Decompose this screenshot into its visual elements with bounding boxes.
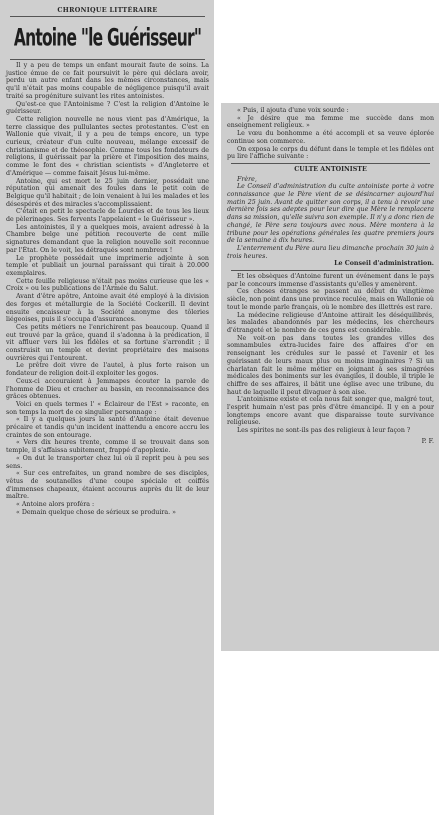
divider xyxy=(10,16,205,17)
paragraph: C'était en petit le spectacle de Lourdes et de tous les lieux de pèlerinages. Ses fervents l'appelaient « le Guérisseur ». xyxy=(6,208,209,224)
paragraph: Le prêtre doit vivre de l'autel, à plus forte raison un fondateur de religion doit-il exploiter les gogos. xyxy=(6,362,209,378)
paragraph: Ces petits métiers ne l'enrichirent pas beaucoup. Quand il eut trouvé par la grâce, quand il s'adonna à la prédication, il vit affluer vers lui les fidèles et sa fortune s'arrondit ; il construisit un temple et devint propriétaire des maisons ouvrières qui l'entourent. xyxy=(6,323,209,362)
paragraph: Il y a peu de temps un enfant mourait faute de soins. La justice émue de ce fait poursuivit le père qui déclara avoir, perdu un autre enfant dans les mêmes circonstances, mais qu'il n'était pas moins coupable de négligence puisqu'il avait traité sa progéniture suivant les rites antoinistes. xyxy=(6,62,209,100)
article-column-2 xyxy=(221,103,439,651)
paragraph: Le vœu du bonhomme a été accompli et sa veuve éplorée continue son commerce. xyxy=(227,130,434,145)
paragraph: Antoine, qui est mort le 25 juin dernier, possédait une réputation qui amenait des foules dans le petit coin de Belgique qu'il habitait ; de loin venaient à lui les malades et les désespérés et des miracles s'accomplissaient. xyxy=(6,177,209,208)
paragraph: « Demain quelque chose de sérieux se produira. » xyxy=(16,508,176,516)
paragraph: « Sur ces entrefaites, un grand nombre de ses disciples, vêtus de soutanelles d'une coupe spéciale et coiffés d'immenses chapeaux, étaient accourus auprès du lit de leur maître. xyxy=(6,470,209,501)
paragraph: « Il y a quelques jours la santé d'Antoine était devenue précaire et tandis qu'un incident inattendu a encore accru les craintes de son entourage. xyxy=(6,416,209,439)
paragraph: « On dut le transporter chez lui où il reprit peu à peu ses sens. xyxy=(6,454,209,470)
paragraph: « Antoine alors proféra : xyxy=(16,501,95,509)
paragraph: « Je désire que ma femme me succède dans mon enseignement religieux. » xyxy=(227,114,434,130)
paragraph: « Vers dix heures trente, comme il se trouvait dans son temple, il s'affaissa subitement, frappé d'apoplexie. xyxy=(6,439,209,455)
divider xyxy=(10,59,205,60)
paragraph: Cette religion nouvelle ne nous vient pas d'Amérique, la terre classique des pullulantes sectes protestantes. C'est en Wallonie que vivait, il y a peu de temps encore, un type curieux, créateur d'un culte nouveau, mélange excessif de christianisme et de théosophie. Comme tous les fondateurs de religions, il guérissait par la prière et l'imposition des mains, comme le font des « christian scientists » d'Angleterre et d'Amérique — comme faisait Jésus lui-même. xyxy=(6,115,209,177)
notice-salutation: Frère, xyxy=(237,175,257,183)
section-rubric: CHRONIQUE LITTÉRAIRE xyxy=(57,6,158,14)
divider xyxy=(231,163,430,164)
article-headline: Antoine "le Guérisseur" xyxy=(13,24,202,52)
paragraph: Ne voit-on pas dans toutes les grandes villes des somnambules extra-lucides faire des affaires d'or en renseignant les crédules sur le passé et l'avenir et les guérissant de leurs maux plus ou moins imaginaires ? Si un charlatan fait le même métier en joignant à ses simagrées médicales des boniments sur les évangiles, il double, il triple le chiffre de ses affaires, il bâtit une église avec une tribune, du haut de laquelle il peut divaguer à son aise. xyxy=(227,334,434,396)
paragraph: Le prophète possédait une imprimerie adjointe à son temple et publiait un journal paraissant qui tirait à 20.000 exemplaires. xyxy=(6,254,209,277)
paragraph: La médecine religieuse d'Antoine attirait les déséquilibrés, les malades abandonnés par les médecins, les chercheurs d'étrangeté et le nombre de ces gens est considérable. xyxy=(227,311,434,334)
author-signature: P. F. xyxy=(421,437,434,445)
divider xyxy=(231,270,430,271)
paragraph: « Puis, il ajouta d'une voix sourde : xyxy=(237,107,349,114)
paragraph: On exposa le corps du défunt dans le temple et les fidèles ont pu lire l'affiche suivante : xyxy=(227,145,434,161)
notice-title: CULTE ANTOINISTE xyxy=(294,165,367,173)
paragraph: Qu'est-ce que l'Antoinisme ? C'est la religion d'Antoine le guérisseur. xyxy=(6,100,209,116)
notice-body: Le Conseil d'administration du culte antoiniste porte à votre connaissance que le Père vient de se désincarner aujourd'hui matin 25 juin. Avant de quitter son corps, il a tenu à revoir une dernière fois ses adeptes pour leur dire que Mère le remplacera dans sa mission, qu'elle suivra son exemple. Il n'y a donc rien de changé, le Père sera toujours avec nous. Mère montera à la tribune pour les opérations générales les quatre premiers jours de la semaine à dix heures. xyxy=(227,183,434,245)
paragraph: Les antoinistes, il y a quelques mois, avaient adressé à la Chambre belge une pétition recouverte de cent mille signatures demandant que la religion nouvelle soit reconnue par l'État. On le voit, les détraqués sont nombreux ! xyxy=(6,223,209,254)
notice-burial: L'enterrement du Père aura lieu dimanche prochain 30 juin à trois heures. xyxy=(227,244,434,260)
column1-body xyxy=(6,62,209,516)
paragraph: L'antoinisme existe et cela nous fait songer que, malgré tout, l'esprit humain n'est pas près d'être émancipé. Il y en a pour longtemps encore avant que disparaisse toute survivance religieuse. xyxy=(227,396,434,427)
paragraph: Cette feuille religieuse n'était pas moins curieuse que les « Croix » ou les publications de l'Armée du Salut. xyxy=(6,277,209,293)
paragraph: Et les obsèques d'Antoine furent un événement dans le pays par le concours immense d'assistants qu'elles y amenèrent. xyxy=(227,273,434,288)
paragraph: Voici en quels termes l' « Éclaireur de l'Est » raconte, en son temps la mort de ce singulier personnage : xyxy=(6,400,209,416)
paragraph: Ces choses étranges se passent au début du vingtième siècle, non point dans une province reculée, mais en Wallonie où tout le monde parle français, où le nombre des illettrés est rare. xyxy=(227,288,434,311)
paragraph: Ceux-ci accouraient à Jemmapes écouter la parole de l'homme de Dieu et cracher au bassin, en reconnaissance des grâces obtenues. xyxy=(6,377,209,401)
article-column-1 xyxy=(0,0,214,815)
paragraph: Avant d'être apôtre, Antoine avait été employé à la division des forges et métallurgie de la Société Cockerill. Il devint ensuite encaisseur à la Société anonyme des tôleries liégeoises, puis il s'occupa d'assurances. xyxy=(6,293,209,324)
paragraph: Les spirites ne sont-ils pas des religieux à leur façon ? xyxy=(237,427,411,435)
notice-signature: Le Conseil d'administration. xyxy=(334,260,434,268)
